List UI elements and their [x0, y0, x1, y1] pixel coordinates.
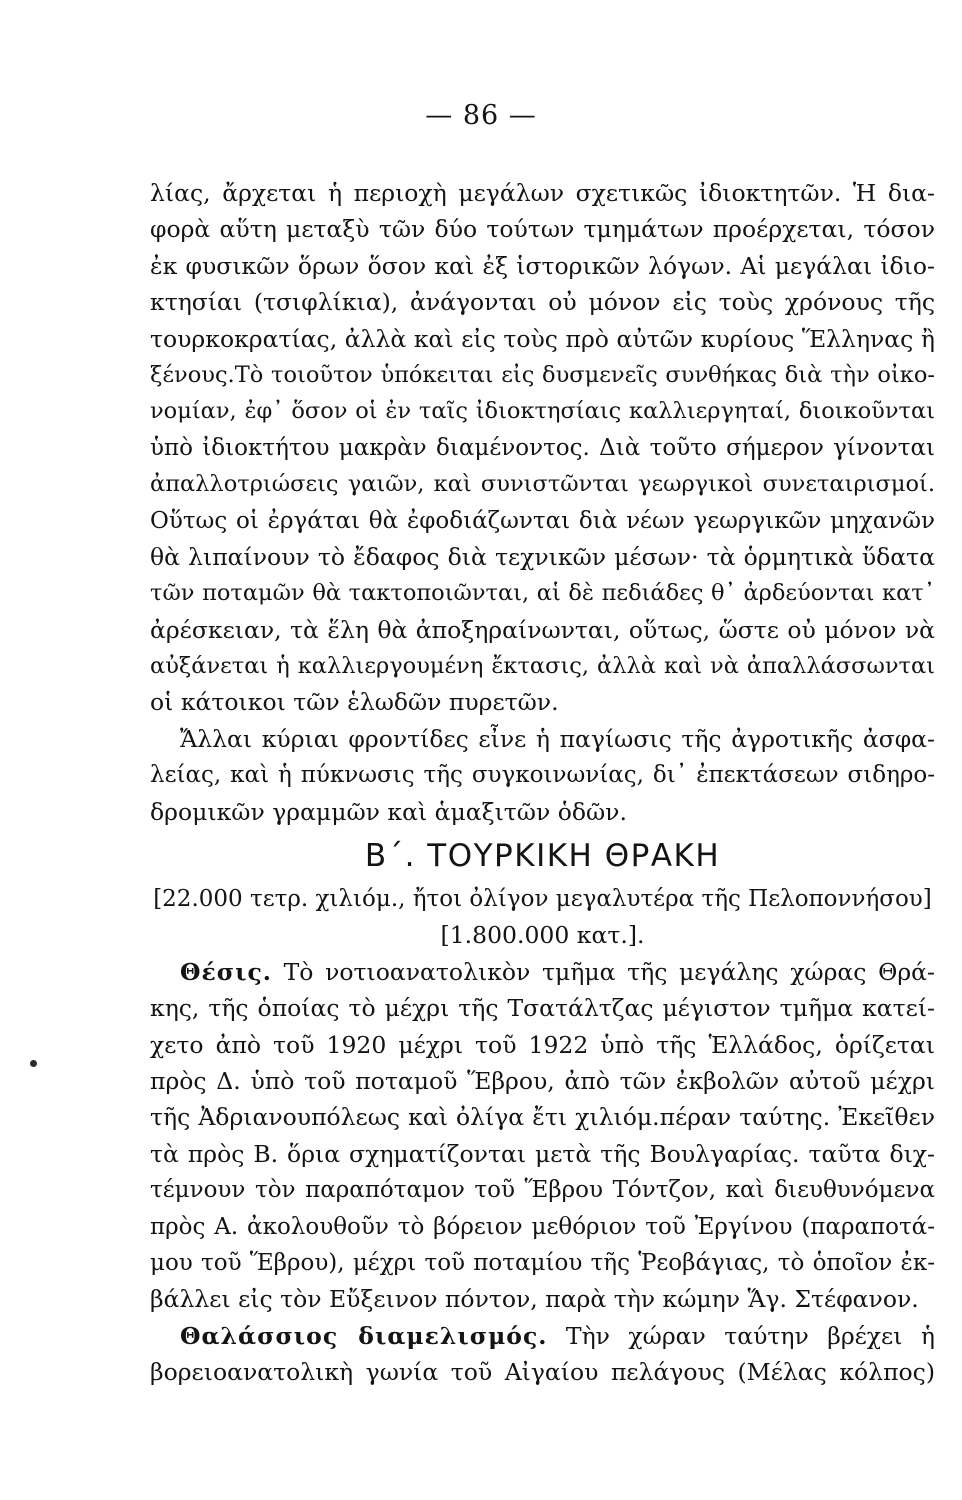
- paragraph-1: [150, 175, 935, 721]
- text-line: οἱ κάτοικοι τῶν ἑλωδῶν πυρετῶν.: [150, 688, 559, 717]
- text-line: κης, τῆς ὁποίας τὸ μέχρι τῆς Τσατάλτζας μέγιστον τμῆμα κατεί-: [150, 994, 935, 1023]
- page-number: — 86 —: [425, 100, 537, 131]
- text-line: Ἄλλαι κύριαι φροντίδες εἶνε ἡ παγίωσις τῆς ἀγροτικῆς ἀσφα-: [180, 724, 935, 753]
- body-text: [150, 175, 935, 1391]
- text-line: πρὸς Δ. ὑπὸ τοῦ ποταμοῦ Ἕβρου, ἀπὸ τῶν ἐκβολῶν αὐτοῦ μέχρι: [150, 1066, 935, 1095]
- text-line: ἐκ φυσικῶν ὅρων ὅσον καὶ ἐξ ἱστορικῶν λόγων. Αἱ μεγάλαι ἰδιο-: [150, 251, 935, 280]
- text-line: βορειοανατολικὴ γωνία τοῦ Αἰγαίου πελάγους (Μέλας κόλπος): [150, 1358, 935, 1387]
- text-line: λίας, ἄρχεται ἡ περιοχὴ μεγάλων σχετικῶς ἰδιοκτητῶν. Ἡ δια-: [150, 179, 935, 207]
- text-line: λείας, καὶ ἡ πύκνωσις τῆς συγκοινωνίας, δι᾽ ἐπεκτάσεων σιδηρο-: [150, 762, 935, 789]
- text-line: ὑπὸ ἰδιοκτήτου μακρὰν διαμένοντος. Διὰ τοῦτο σήμερον γίνονται: [150, 434, 935, 461]
- text-line: ξένους.Τὸ τοιοῦτον ὑπόκειται εἰς δυσμενεῖς συνθήκας διὰ τὴν οἰκο-: [150, 361, 935, 388]
- text-line: φορὰ αὕτη μεταξὺ τῶν δύο τούτων τμημάτων προέρχεται, τόσον: [150, 215, 935, 244]
- thesis-first-line: Τὸ νοτιοανατολικὸν τμῆμα τῆς μεγάλης χώρας Θρά-: [283, 957, 935, 986]
- coastline-first-line: Τὴν χώραν ταύτην βρέχει ἡ: [565, 1321, 935, 1350]
- text-line: τῶν ποταμῶν θὰ τακτοποιῶνται, αἱ δὲ πεδιάδες θ᾽ ἀρδεύονται κατ᾽: [150, 580, 935, 607]
- area-line: [22.000 τετρ. χιλιόμ., ἤτοι ὀλίγον μεγαλυτέρα τῆς Πελοποννήσου]: [153, 886, 932, 913]
- text-line: νομίαν, ἐφ᾽ ὅσον οἱ ἐν ταῖς ἰδιοκτησίαις καλλιεργηταί, διοικοῦνται: [150, 398, 935, 425]
- text-line: δρομικῶν γραμμῶν καὶ ἁμαξιτῶν ὁδῶν.: [150, 797, 627, 826]
- text-line: θὰ λιπαίνουν τὸ ἔδαφος διὰ τεχνικῶν μέσων· τὰ ὁρμητικὰ ὕδατα: [150, 542, 935, 571]
- text-line: αὐξάνεται ἡ καλλιεργουμένη ἔκτασις, ἀλλὰ καὶ νὰ ἀπαλλάσσωνται: [150, 653, 935, 680]
- paragraph-coastline: [150, 1318, 935, 1391]
- coastline-label: Θαλάσσιος διαμελισμός.: [180, 1321, 548, 1350]
- text-line: τέμνουν τὸν παραπόταμον τοῦ Ἕβρου Τόντζον, καὶ διευθυνόμενα: [150, 1177, 935, 1204]
- text-line: ἀρέσκειαν, τὰ ἕλη θὰ ἀποξηραίνωνται, οὕτως, ὥστε οὐ μόνον νὰ: [150, 615, 935, 644]
- text-line: τουρκοκρατίας, ἀλλὰ καὶ εἰς τοὺς πρὸ αὐτῶν κυρίους Ἕλληνας ἢ: [150, 324, 935, 353]
- text-line: πρὸς Α. ἀκολουθοῦν τὸ βόρειον μεθόριον τοῦ Ἐργίνου (παραποτά-: [150, 1213, 935, 1240]
- section-heading: Β΄. ΤΟΥΡΚΙΚΗ ΘΡΑΚΗ: [364, 838, 721, 875]
- population-line: [1.800.000 κατ.].: [440, 921, 645, 950]
- text-line: Οὕτως οἱ ἐργάται θὰ ἐφοδιάζωνται διὰ νέων γεωργικῶν μηχανῶν: [150, 507, 935, 534]
- text-line: τῆς Ἀδριανουπόλεως καὶ ὀλίγα ἔτι χιλιόμ.πέραν ταύτης. Ἐκεῖθεν: [150, 1103, 935, 1132]
- paragraph-2: [150, 721, 935, 830]
- text-line: [150, 1318, 935, 1354]
- text-line: [150, 954, 935, 990]
- thesis-label: Θέσις.: [180, 957, 272, 986]
- text-line: τὰ πρὸς Β. ὅρια σχηματίζονται μετὰ τῆς Βουλγαρίας. ταῦτα διχ-: [150, 1139, 935, 1168]
- text-line: ἀπαλλοτριώσεις γαιῶν, καὶ συνιστῶνται γεωργικοὶ συνεταιρισμοί.: [150, 471, 935, 498]
- paragraph-thesis: [150, 954, 935, 1318]
- text-line: βάλλει εἰς τὸν Εὔξεινον πόντον, παρὰ τὴν κώμην Ἅγ. Στέφανον.: [150, 1285, 919, 1314]
- margin-mark: [30, 1060, 37, 1067]
- text-line: χετο ἀπὸ τοῦ 1920 μέχρι τοῦ 1922 ὑπὸ τῆς Ἑλλάδος, ὁρίζεται: [150, 1030, 935, 1059]
- text-line: κτησίαι (τσιφλίκια), ἀνάγονται οὐ μόνον εἰς τοὺς χρόνους τῆς: [150, 288, 935, 317]
- text-line: μου τοῦ Ἕβρου), μέχρι τοῦ ποταμίου τῆς Ῥεοβάγιας, τὸ ὁποῖον ἐκ-: [150, 1249, 935, 1276]
